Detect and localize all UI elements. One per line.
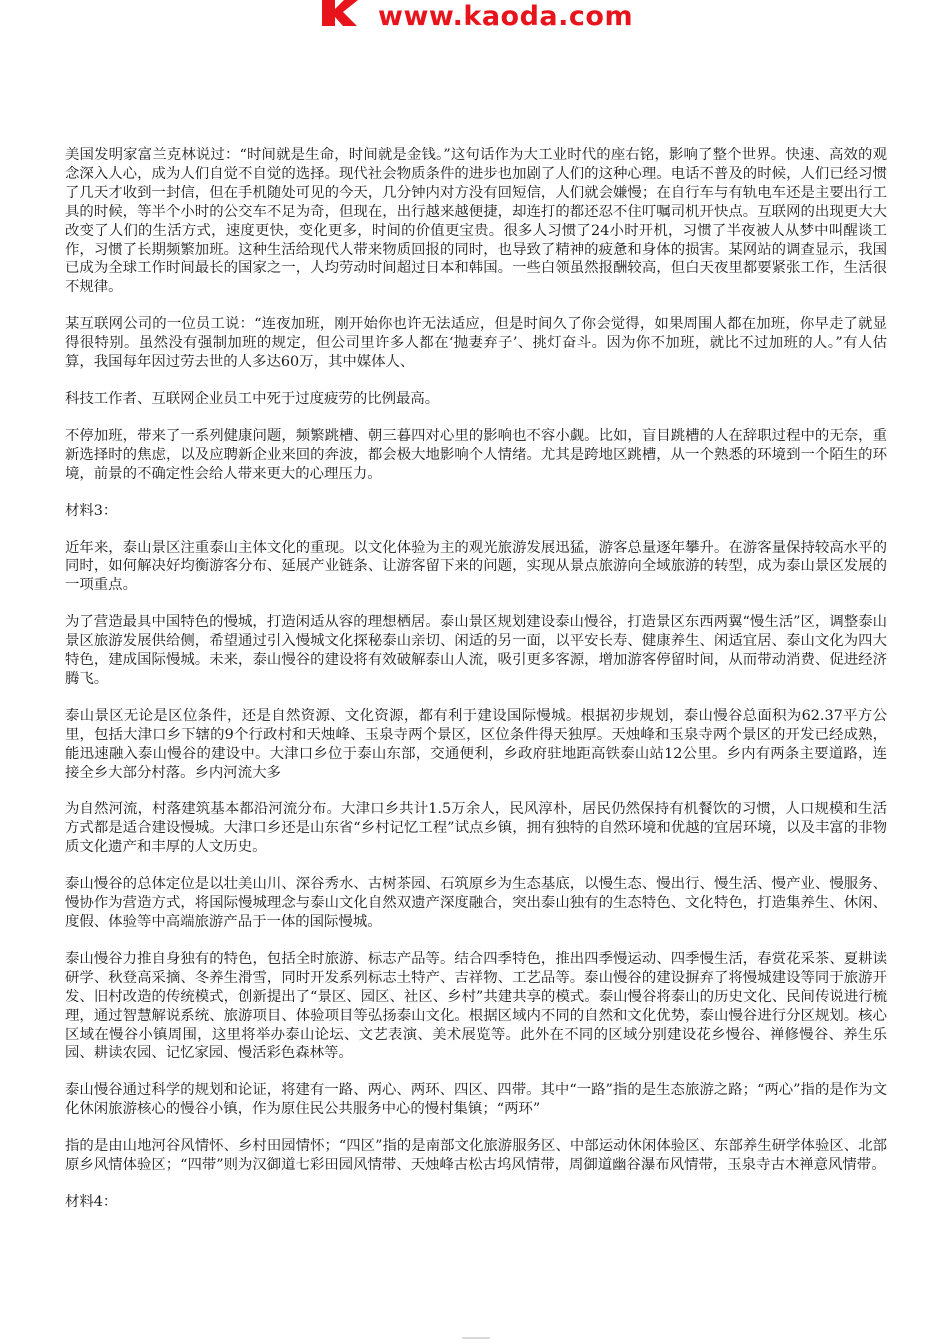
paragraph-3: 科技工作者、互联网企业员工中死于过度疲劳的比例最高。 — [65, 390, 440, 407]
paragraph-12: 指的是由山地河谷风情怀、乡村田园情怀；“四区”指的是南部文化旅游服务区、中部运动休闲体验区、东部养生研学体验区、北部原乡风情体验区；“四带”则为汉御道七彩田园风情带、天烛峰古松古坞风情带，周御道幽谷瀑布风情带，玉泉寺古木禅意风情带。 — [65, 1138, 887, 1174]
paragraph-8: 为自然河流，村落建筑基本都沿河流分布。大津口乡共计1.5万余人，民风淳朴，居民仍然保持有机餐饮的习惯，人口规模和生活方式都是适合建设慢城。大津口乡还是山东省“乡村记忆工程”试点乡镇，拥有独特的自然环境和优越的宜居环境，以及丰富的非物质文化遗产和丰厚的人文历史。 — [65, 801, 887, 856]
section-heading-material-3: 材料3： — [65, 502, 118, 519]
paragraph-9: 泰山慢谷的总体定位是以壮美山川、深谷秀水、古树茶园、石筑原乡为生态基底，以慢生态、慢出行、慢生活、慢产业、慢服务、慢协作为营造方式，将国际慢城理念与泰山文化自然双遗产深度融合，突出泰山独有的生态特色、文化特色，打造集养生、休闲、度假、体验等中高端旅游产品于一体的国际慢城。 — [65, 876, 887, 930]
paragraph-2: 某互联网公司的一位员工说：“连夜加班，刚开始你也许无法适应，但是时间久了你会觉得，如果周围人都在加班，你早走了就显得很特别。虽然没有强制加班的规定，但公司里许多人都在‘抛妻弃子’、挑灯奋斗。因为你不加班，就比不过加班的人。”有人估算，我国每年因过劳去世的人多达60万，其中媒体人、 — [65, 316, 887, 371]
paragraph-6: 为了营造最具中国特色的慢城，打造闲适从容的理想栖居。泰山景区规划建设泰山慢谷，打造景区东西两翼“慢生活”区，调整泰山景区旅游发展供给侧，希望通过引入慢城文化探秘泰山亲切、闲适的另一面，以平安长寿、健康养生、闲适宜居、泰山文化为四大特色，建成国际慢城。未来，泰山慢谷的建设将有效破解泰山人流，吸引更多客源，增加游客停留时间，从而带动消费、促进经济腾飞。 — [65, 614, 887, 687]
page-header — [0, 0, 950, 40]
paragraph-5: 近年来，泰山景区注重泰山主体文化的重现。以文化体验为主的观光旅游发展迅猛，游客总量逐年攀升。在游客量保持较高水平的同时，如何解决好均衡游客分布、延展产业链条、让游客留下来的问题，实现从景点旅游向全域旅游的转型，成为泰山景区发展的一项重点。 — [65, 539, 887, 594]
kaoda-logo-icon — [322, 0, 374, 26]
paragraph-4: 不停加班，带来了一系列健康问题，频繁跳槽、朝三暮四对心里的影响也不容小觑。比如，盲目跳槽的人在辞职过程中的无奈，重新选择时的焦虑，以及应聘新企业来回的奔波，都会极大地影响个人情绪。尤其是跨地区跳槽，从一个熟悉的环境到一个陌生的环境，前景的不确定性会给人带来更大的心理压力。 — [65, 427, 887, 482]
paragraph-10: 泰山慢谷力推自身独有的特色，包括全时旅游、标志产品等。结合四季特色，推出四季慢运动、四季慢生活，春赏花采茶、夏耕读研学、秋登高采摘、冬养生滑雪，同时开发系列标志土特产、吉祥物、工艺品等。泰山慢谷的建设摒弃了将慢城建设等同于旅游开发、旧村改造的传统模式，创新提出了“景区、园区、社区、乡村”共建共享的模式。泰山慢谷将泰山的历史文化、民间传说进行梳理，通过智慧解说系统、旅游项目、体验项目等弘扬泰山文化。根据区域内不同的自然和文化优势，泰山慢谷进行分区规划。核心区域在慢谷小镇周围，这里将举办泰山论坛、文艺表演、美术展览等。此外在不同的区域分别建设花乡慢谷、禅修慢谷、养生乐园、耕读农园、记忆家园、慢活彩色森林等。 — [65, 950, 887, 1062]
site-logo-text[interactable]: www.kaoda.com — [378, 1, 634, 32]
paragraph-1: 美国发明家富兰克林说过：“时间就是生命，时间就是金钱。”这句话作为大工业时代的座右铭，影响了整个世界。快速、高效的观念深入人心，成为人们自觉不自觉的选择。现代社会物质条件的进步也加剧了人们的这种心理。电话不普及的时候，人们已经习惯了几天才收到一封信，但在手机随处可见的今天，几分钟内对方没有回短信，人们就会嫌慢；在自行车与有轨电车还是主要出行工具的时候，等半个小时的公交车不足为奇，但现在，出行越来越便捷，却连打的都还忍不住叮嘱司机开快点。互联网的出现更大大改变了人们的生活方式，速度更快，变化更多，时间的价值更宝贵。很多人习惯了24小时开机，习惯了半夜被人从梦中叫醒谈工作，习惯了长期频繁加班。这种生活给现代人带来物质回报的同时，也导致了精神的疲惫和身体的损害。某网站的调查显示，我国已成为全球工作时间最长的国家之一，人均劳动时间超过日本和韩国。一些白领虽然报酬较高，但白天夜里都要紧张工作，生活很不规律。 — [65, 147, 887, 296]
paragraph-7: 泰山景区无论是区位条件，还是自然资源、文化资源，都有利于建设国际慢城。根据初步规划，泰山慢谷总面积为62.37平方公里，包括大津口乡下辖的9个行政村和天烛峰、玉泉寺两个景区，区位条件得天独厚。天烛峰和玉泉寺两个景区的开发已经成熟，能迅速融入泰山慢谷的建设中。大津口乡位于泰山东部，交通便利，乡政府驻地距高铁泰山站12公里。乡内有两条主要道路，连接全乡大部分村落。乡内河流大多 — [65, 707, 887, 781]
footer-divider — [462, 1337, 490, 1339]
document-body — [65, 146, 887, 1230]
section-heading-material-4: 材料4： — [65, 1193, 118, 1210]
paragraph-11: 泰山慢谷通过科学的规划和论证，将建有一路、两心、两环、四区、四带。其中“一路”指的是生态旅游之路；“两心”指的是作为文化休闲旅游核心的慢谷小镇，作为原住民公共服务中心的慢村集镇；“两环” — [65, 1082, 887, 1118]
